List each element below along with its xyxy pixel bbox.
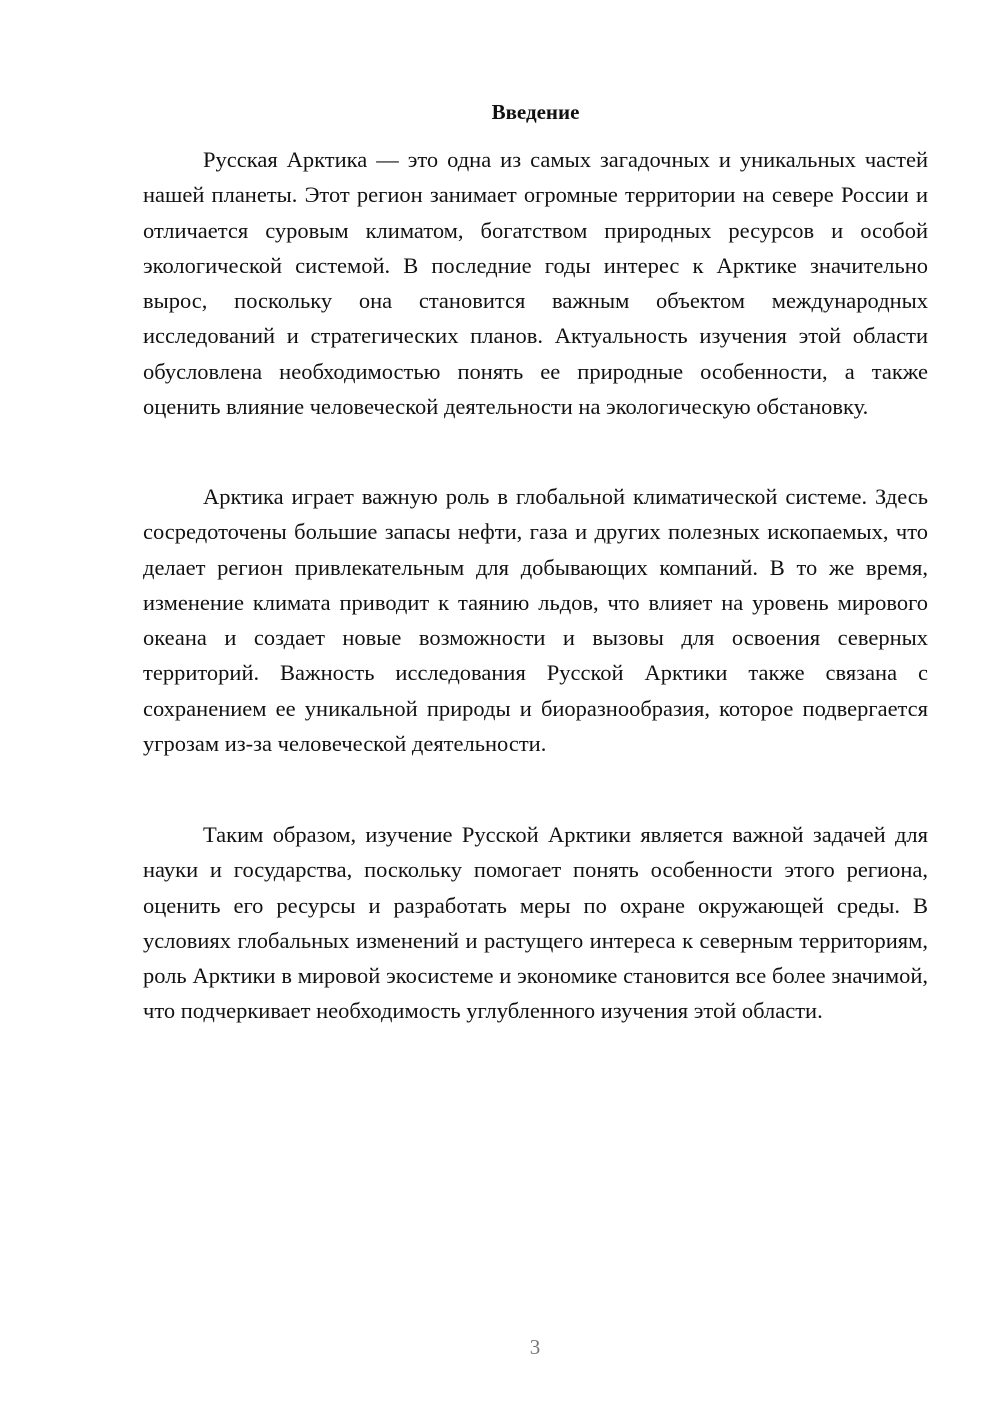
paragraph-3: Таким образом, изучение Русской Арктики является важной задачей для науки и государства, поскольку помогает понять особенности этого региона, оценить его ресурсы и разработать меры по охране окружающей среды. В условиях глобальных изменений и растущего интереса к северным территориям, роль Арктики в мировой экосистеме и экономике становится все более значимой, что подчеркивает необходимость углубленного изучения этой области. (143, 822, 928, 1024)
paragraph-2: Арктика играет важную роль в глобальной климатической системе. Здесь сосредоточены большие запасы нефти, газа и других полезных ископаемых, что делает регион привлекательным для добывающих компаний. В то же время, изменение климата приводит к таянию льдов, что влияет на уровень мирового океана и создает новые возможности и вызовы для освоения северных территорий. Важность исследования Русской Арктики также связана с сохранением ее уникальной природы и биоразнообразия, которое подвергается угрозам из-за человеческой деятельности. (143, 484, 928, 757)
page-number: 3 (529, 1335, 541, 1359)
paragraph-1: Русская Арктика — это одна из самых загадочных и уникальных частей нашей планеты. Этот регион занимает огромные территории на севере России и отличается суровым климатом, богатством природных ресурсов и особой экологической системой. В последние годы интерес к Арктике значительно вырос, поскольку она становится важным объектом международных исследований и стратегических планов. Актуальность изучения этой области обусловлена необходимостью понять ее природные особенности, а также оценить влияние человеческой деятельности на экологическую обстановку. (143, 147, 928, 420)
section-heading: Введение (491, 100, 580, 124)
